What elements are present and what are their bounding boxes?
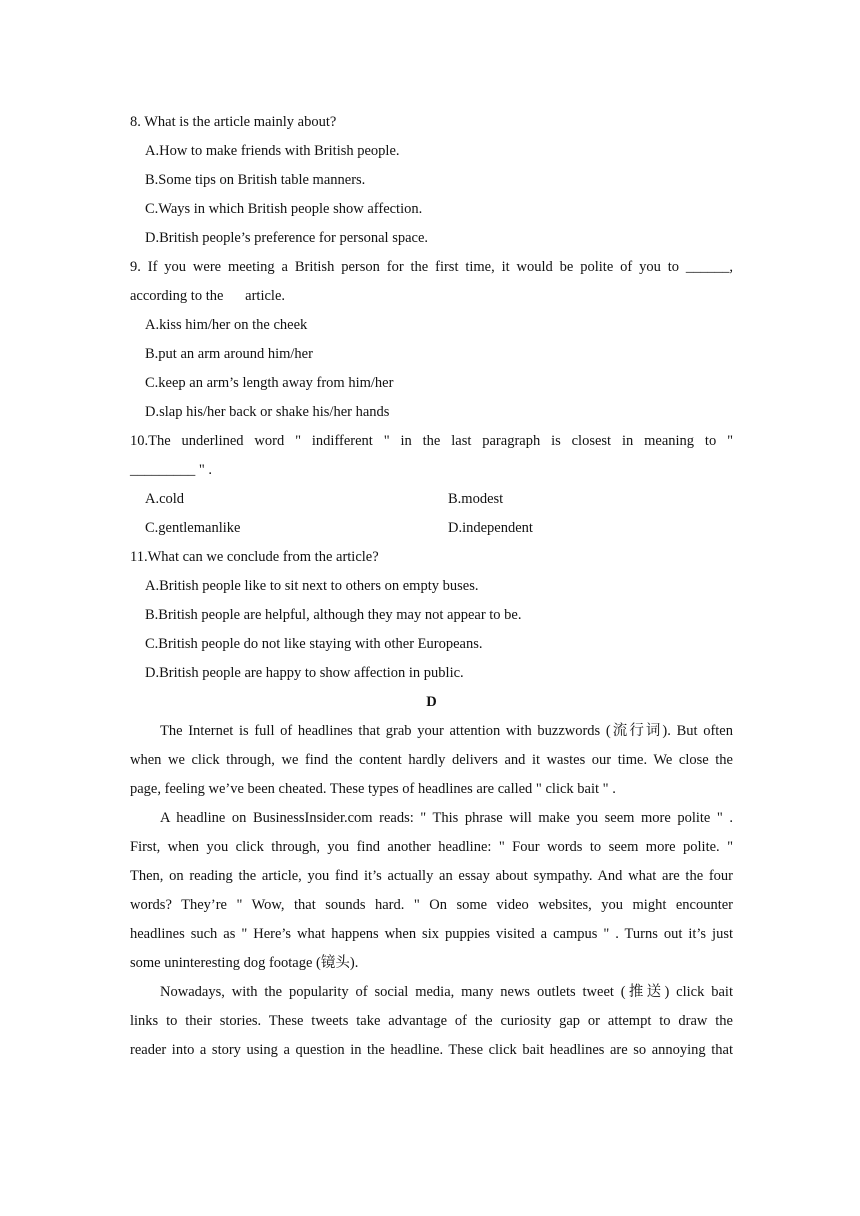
paragraph-3-line: reader into a story using a question in the headline. These click bait headlines are so annoying that: [130, 1042, 733, 1058]
paragraph-1-line: page, feeling we’ve been cheated. These types of headlines are called " click bait " .: [130, 781, 616, 797]
paragraph-3-line: Nowadays, with the popularity of social media, many news outlets tweet (推送) click bait: [160, 984, 733, 1000]
paragraph-3: [130, 978, 733, 1065]
paragraph-1: [130, 717, 733, 804]
paragraph-2-line: some uninteresting dog footage (镜头).: [130, 955, 359, 971]
question-8-option-c: C.Ways in which British people show affection.: [145, 201, 423, 217]
question-10-stem-line1: 10.The underlined word " indifferent " in the last paragraph is closest in meaning to ": [130, 433, 733, 449]
question-8-option-a: A.How to make friends with British people.: [145, 143, 400, 159]
paragraph-1-line: The Internet is full of headlines that grab your attention with buzzwords (流行词). But often: [160, 723, 733, 739]
question-10-stem-line2: _________ " .: [130, 462, 213, 478]
question-9-stem-line1: 9. If you were meeting a British person for the first time, it would be polite of you to ______,: [130, 259, 733, 275]
question-9-option-a: A.kiss him/her on the cheek: [145, 317, 308, 333]
question-8-option-b: B.Some tips on British table manners.: [145, 172, 366, 188]
question-11-option-d: D.British people are happy to show affection in public.: [145, 665, 464, 681]
question-11-option-c: C.British people do not like staying with other Europeans.: [145, 636, 483, 652]
question-10-option-c: C.gentlemanlike: [145, 520, 241, 536]
question-11-option-a: A.British people like to sit next to others on empty buses.: [145, 578, 479, 594]
question-9-option-b: B.put an arm around him/her: [145, 346, 313, 362]
question-9-option-d: D.slap his/her back or shake his/her hands: [145, 404, 390, 420]
question-10-options-row2: [130, 514, 733, 543]
question-10-options-row1: [130, 485, 733, 514]
section-heading: D: [426, 694, 437, 710]
paragraph-2-line: First, when you click through, you find another headline: " Four words to seem more polite. ": [130, 839, 733, 855]
question-8-stem: 8. What is the article mainly about?: [130, 114, 337, 130]
question-9-option-c: C.keep an arm’s length away from him/her: [145, 375, 394, 391]
question-10-option-a: A.cold: [145, 491, 185, 507]
paragraph-3-line: links to their stories. These tweets take advantage of the curiosity gap or attempt to draw the: [130, 1013, 733, 1029]
question-9-stem-line2: according to the article.: [130, 288, 286, 304]
question-10-option-b: B.modest: [448, 491, 504, 507]
question-8-option-d: D.British people’s preference for personal space.: [145, 230, 429, 246]
paragraph-2-line: words? They’re " Wow, that sounds hard. " On some video websites, you might encounter: [130, 897, 733, 913]
paragraph-2-line: Then, on reading the article, you find it’s actually an essay about sympathy. And what are the four: [130, 868, 733, 884]
paragraph-2: [130, 804, 733, 978]
paragraph-1-line: when we click through, we find the content hardly delivers and it wastes our time. We close the: [130, 752, 733, 768]
paragraph-2-line: A headline on BusinessInsider.com reads: " This phrase will make you seem more polite " .: [160, 810, 733, 826]
document-content: [130, 108, 733, 1065]
question-11-stem: 11.What can we conclude from the article?: [130, 549, 379, 565]
question-11-option-b: B.British people are helpful, although they may not appear to be.: [145, 607, 522, 623]
paragraph-2-line: headlines such as " Here’s what happens when six puppies visited a campus " . Turns out it’s just: [130, 926, 733, 942]
question-10-option-d: D.independent: [448, 520, 533, 536]
